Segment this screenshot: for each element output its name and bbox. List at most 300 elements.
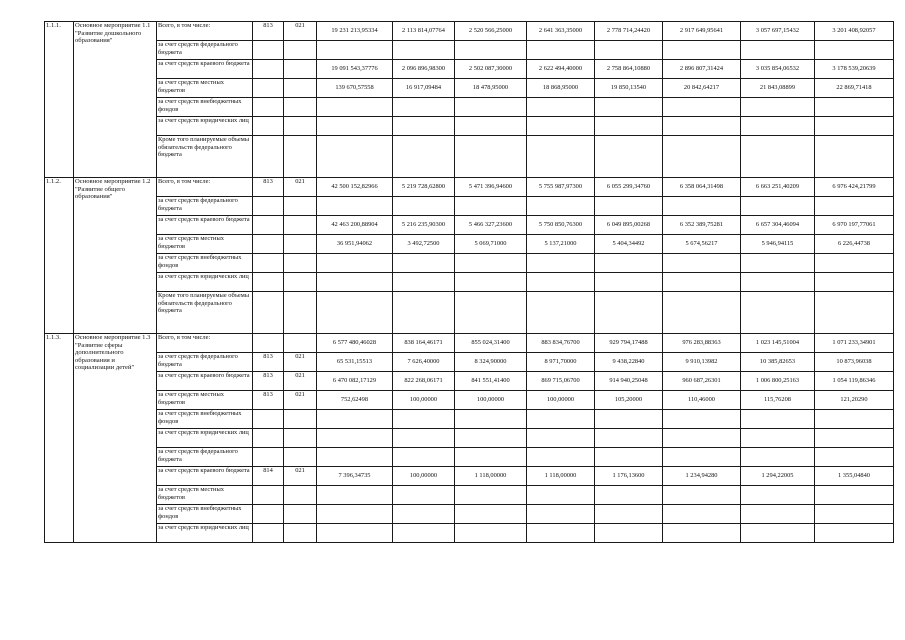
amount-cell — [663, 292, 741, 334]
grbs-code: 814 — [253, 467, 284, 486]
amount-cell — [815, 98, 894, 117]
section-code — [284, 216, 317, 235]
grbs-code: 813 — [253, 391, 284, 410]
section-code — [284, 429, 317, 448]
funding-source: за счет средств местных бюджетов — [157, 79, 253, 98]
section-code — [284, 79, 317, 98]
grbs-code: 813 — [253, 372, 284, 391]
amount-cell — [663, 410, 741, 429]
table-row — [45, 41, 894, 60]
section-name: Основное мероприятие 1.3 "Развитие сферы дополнительного образования и социализации детей" — [74, 334, 157, 543]
amount-cell: 1 294,22005 — [741, 467, 815, 486]
funding-source: за счет средств федерального бюджета — [157, 448, 253, 467]
amount-cell — [455, 524, 527, 543]
amount-cell: 5 069,71000 — [455, 235, 527, 254]
section-code — [284, 334, 317, 353]
amount-cell: 6 049 895,00268 — [595, 216, 663, 235]
amount-cell: 1 234,94280 — [663, 467, 741, 486]
amount-cell: 8 324,90000 — [455, 353, 527, 372]
amount-cell — [393, 197, 455, 216]
amount-cell: 16 917,09484 — [393, 79, 455, 98]
amount-cell: 105,20000 — [595, 391, 663, 410]
amount-cell — [527, 197, 595, 216]
amount-cell — [815, 292, 894, 334]
amount-cell — [317, 273, 393, 292]
funding-source: за счет средств федерального бюджета — [157, 353, 253, 372]
amount-cell — [317, 41, 393, 60]
amount-cell — [663, 197, 741, 216]
amount-cell — [393, 486, 455, 505]
amount-cell — [663, 41, 741, 60]
table-row — [45, 98, 894, 117]
section-code — [284, 235, 317, 254]
amount-cell — [663, 486, 741, 505]
grbs-code — [253, 273, 284, 292]
amount-cell — [527, 41, 595, 60]
amount-cell: 5 471 396,94600 — [455, 178, 527, 197]
amount-cell: 65 531,15513 — [317, 353, 393, 372]
amount-cell — [663, 98, 741, 117]
amount-cell: 19 850,13540 — [595, 79, 663, 98]
grbs-code: 813 — [253, 353, 284, 372]
amount-cell: 2 622 494,40000 — [527, 60, 595, 79]
amount-cell — [527, 292, 595, 334]
grbs-code — [253, 254, 284, 273]
amount-cell — [815, 41, 894, 60]
amount-cell — [317, 429, 393, 448]
section-code — [284, 136, 317, 178]
amount-cell: 6 976 424,21799 — [815, 178, 894, 197]
section-code: 021 — [284, 467, 317, 486]
table-row — [45, 273, 894, 292]
amount-cell — [663, 117, 741, 136]
section-code — [284, 41, 317, 60]
table-row — [45, 117, 894, 136]
amount-cell: 960 687,26301 — [663, 372, 741, 391]
amount-cell: 2 641 363,35000 — [527, 22, 595, 41]
funding-source: за счет средств местных бюджетов — [157, 235, 253, 254]
amount-cell: 855 024,31400 — [455, 334, 527, 353]
amount-cell: 2 896 807,31424 — [663, 60, 741, 79]
amount-cell — [455, 448, 527, 467]
amount-cell: 6 358 064,31498 — [663, 178, 741, 197]
amount-cell — [455, 41, 527, 60]
funding-source: Всего, в том числе: — [157, 334, 253, 353]
grbs-code: 813 — [253, 22, 284, 41]
amount-cell — [393, 524, 455, 543]
amount-cell — [663, 136, 741, 178]
amount-cell: 2 096 896,98300 — [393, 60, 455, 79]
section-code: 021 — [284, 372, 317, 391]
amount-cell: 139 670,57558 — [317, 79, 393, 98]
table-row — [45, 505, 894, 524]
amount-cell — [815, 136, 894, 178]
amount-cell — [317, 254, 393, 273]
section-code — [284, 505, 317, 524]
amount-cell — [527, 117, 595, 136]
amount-cell — [393, 41, 455, 60]
funding-source: за счет средств внебюджетных фондов — [157, 98, 253, 117]
amount-cell: 10 385,82653 — [741, 353, 815, 372]
amount-cell — [741, 505, 815, 524]
table-row — [45, 467, 894, 486]
amount-cell — [455, 429, 527, 448]
funding-source: за счет средств внебюджетных фондов — [157, 410, 253, 429]
funding-source: за счет средств местных бюджетов — [157, 486, 253, 505]
table-row — [45, 197, 894, 216]
amount-cell: 869 715,06700 — [527, 372, 595, 391]
amount-cell: 100,00000 — [393, 467, 455, 486]
amount-cell — [455, 410, 527, 429]
amount-cell: 841 551,41400 — [455, 372, 527, 391]
amount-cell: 5 404,34492 — [595, 235, 663, 254]
amount-cell — [317, 98, 393, 117]
amount-cell — [527, 524, 595, 543]
funding-source: за счет средств краевого бюджета — [157, 60, 253, 79]
amount-cell: 5 755 987,97300 — [527, 178, 595, 197]
table-row — [45, 391, 894, 410]
amount-cell — [317, 136, 393, 178]
funding-source: за счет средств местных бюджетов — [157, 391, 253, 410]
amount-cell — [393, 429, 455, 448]
amount-cell — [393, 98, 455, 117]
amount-cell — [741, 98, 815, 117]
amount-cell — [741, 117, 815, 136]
amount-cell — [393, 136, 455, 178]
amount-cell — [595, 505, 663, 524]
amount-cell — [815, 429, 894, 448]
amount-cell: 100,00000 — [455, 391, 527, 410]
amount-cell: 6 226,44738 — [815, 235, 894, 254]
grbs-code — [253, 334, 284, 353]
amount-cell — [741, 410, 815, 429]
amount-cell: 7 396,34735 — [317, 467, 393, 486]
amount-cell — [317, 524, 393, 543]
amount-cell: 914 940,25048 — [595, 372, 663, 391]
grbs-code — [253, 486, 284, 505]
amount-cell: 1 176,13600 — [595, 467, 663, 486]
amount-cell — [741, 524, 815, 543]
amount-cell: 1 118,00000 — [455, 467, 527, 486]
amount-cell: 1 023 145,51004 — [741, 334, 815, 353]
amount-cell: 42 500 152,82966 — [317, 178, 393, 197]
grbs-code — [253, 60, 284, 79]
amount-cell: 115,76208 — [741, 391, 815, 410]
amount-cell: 1 054 119,86346 — [815, 372, 894, 391]
amount-cell: 5 216 235,90300 — [393, 216, 455, 235]
amount-cell: 19 091 543,37776 — [317, 60, 393, 79]
section-code: 021 — [284, 178, 317, 197]
section-name: Основное мероприятие 1.1 "Развитие дошкольного образования" — [74, 22, 157, 178]
table-row — [45, 372, 894, 391]
grbs-code — [253, 235, 284, 254]
amount-cell — [595, 410, 663, 429]
grbs-code — [253, 524, 284, 543]
funding-source: Всего, в том числе: — [157, 178, 253, 197]
section-code — [284, 254, 317, 273]
amount-cell: 22 869,71418 — [815, 79, 894, 98]
amount-cell: 8 971,70000 — [527, 353, 595, 372]
amount-cell: 7 626,40000 — [393, 353, 455, 372]
funding-source: за счет средств краевого бюджета — [157, 467, 253, 486]
amount-cell — [595, 273, 663, 292]
amount-cell: 929 794,17488 — [595, 334, 663, 353]
amount-cell: 2 502 087,30000 — [455, 60, 527, 79]
amount-cell: 121,20290 — [815, 391, 894, 410]
amount-cell — [663, 254, 741, 273]
table-row — [45, 235, 894, 254]
amount-cell — [815, 273, 894, 292]
amount-cell: 6 577 480,46028 — [317, 334, 393, 353]
amount-cell — [815, 448, 894, 467]
funding-source: за счет средств юридических лиц — [157, 117, 253, 136]
amount-cell — [455, 273, 527, 292]
amount-cell — [741, 292, 815, 334]
funding-source: за счет средств внебюджетных фондов — [157, 254, 253, 273]
amount-cell — [455, 292, 527, 334]
amount-cell — [741, 486, 815, 505]
amount-cell: 976 283,88363 — [663, 334, 741, 353]
table-row — [45, 79, 894, 98]
amount-cell: 2 917 649,95641 — [663, 22, 741, 41]
amount-cell: 110,46000 — [663, 391, 741, 410]
funding-source: Кроме того планируемые объемы обязательств федерального бюджета — [157, 136, 253, 178]
amount-cell — [317, 117, 393, 136]
table-row — [45, 448, 894, 467]
section-code — [284, 98, 317, 117]
amount-cell — [663, 524, 741, 543]
amount-cell — [393, 117, 455, 136]
amount-cell: 10 873,96038 — [815, 353, 894, 372]
amount-cell: 9 438,22840 — [595, 353, 663, 372]
amount-cell — [815, 505, 894, 524]
amount-cell — [527, 410, 595, 429]
section-code: 021 — [284, 22, 317, 41]
amount-cell — [741, 254, 815, 273]
funding-source: за счет средств юридических лиц — [157, 429, 253, 448]
section-index: 1.1.3. — [45, 334, 74, 543]
amount-cell — [595, 524, 663, 543]
grbs-code — [253, 79, 284, 98]
amount-cell: 5 946,94115 — [741, 235, 815, 254]
grbs-code — [253, 117, 284, 136]
amount-cell: 5 750 850,76300 — [527, 216, 595, 235]
table-row — [45, 524, 894, 543]
amount-cell — [741, 273, 815, 292]
amount-cell: 1 118,00000 — [527, 467, 595, 486]
funding-source: за счет средств краевого бюджета — [157, 372, 253, 391]
amount-cell — [527, 254, 595, 273]
amount-cell — [527, 486, 595, 505]
grbs-code — [253, 292, 284, 334]
section-code — [284, 448, 317, 467]
amount-cell — [741, 41, 815, 60]
funding-source: за счет средств юридических лиц — [157, 273, 253, 292]
amount-cell: 9 910,13982 — [663, 353, 741, 372]
amount-cell — [527, 98, 595, 117]
amount-cell: 822 268,06171 — [393, 372, 455, 391]
amount-cell — [741, 197, 815, 216]
amount-cell: 2 758 864,10880 — [595, 60, 663, 79]
amount-cell — [393, 292, 455, 334]
section-code — [284, 60, 317, 79]
section-code — [284, 486, 317, 505]
amount-cell — [595, 136, 663, 178]
amount-cell: 3 492,72500 — [393, 235, 455, 254]
amount-cell: 2 778 714,24420 — [595, 22, 663, 41]
amount-cell — [741, 448, 815, 467]
amount-cell — [595, 117, 663, 136]
amount-cell — [663, 429, 741, 448]
amount-cell — [317, 505, 393, 524]
amount-cell: 6 663 251,40209 — [741, 178, 815, 197]
section-code — [284, 197, 317, 216]
amount-cell — [455, 197, 527, 216]
amount-cell: 19 231 213,95334 — [317, 22, 393, 41]
amount-cell: 5 674,56217 — [663, 235, 741, 254]
amount-cell: 3 035 854,06532 — [741, 60, 815, 79]
amount-cell: 752,62498 — [317, 391, 393, 410]
table-row — [45, 216, 894, 235]
amount-cell: 3 057 697,15432 — [741, 22, 815, 41]
amount-cell — [663, 505, 741, 524]
amount-cell: 1 006 800,25163 — [741, 372, 815, 391]
amount-cell — [317, 486, 393, 505]
amount-cell — [455, 505, 527, 524]
section-code: 021 — [284, 353, 317, 372]
section-index: 1.1.2. — [45, 178, 74, 334]
amount-cell — [595, 41, 663, 60]
amount-cell — [527, 136, 595, 178]
amount-cell: 3 178 539,20639 — [815, 60, 894, 79]
amount-cell: 6 970 197,77061 — [815, 216, 894, 235]
table-row — [45, 334, 894, 353]
amount-cell — [393, 254, 455, 273]
funding-source: Кроме того планируемые объемы обязательств федерального бюджета — [157, 292, 253, 334]
amount-cell — [393, 410, 455, 429]
amount-cell: 3 201 408,92057 — [815, 22, 894, 41]
amount-cell: 883 834,76700 — [527, 334, 595, 353]
amount-cell — [663, 448, 741, 467]
amount-cell: 100,00000 — [527, 391, 595, 410]
amount-cell — [527, 505, 595, 524]
amount-cell — [527, 429, 595, 448]
section-code — [284, 524, 317, 543]
amount-cell: 42 463 200,88904 — [317, 216, 393, 235]
amount-cell — [317, 410, 393, 429]
funding-source: Всего, в том числе: — [157, 22, 253, 41]
amount-cell — [815, 524, 894, 543]
amount-cell: 6 657 304,46094 — [741, 216, 815, 235]
amount-cell: 5 466 327,23600 — [455, 216, 527, 235]
table-row — [45, 178, 894, 197]
funding-source: за счет средств федерального бюджета — [157, 197, 253, 216]
amount-cell — [595, 197, 663, 216]
table-row — [45, 410, 894, 429]
grbs-code — [253, 505, 284, 524]
amount-cell — [393, 448, 455, 467]
amount-cell — [815, 117, 894, 136]
amount-cell: 5 137,21000 — [527, 235, 595, 254]
amount-cell — [455, 98, 527, 117]
amount-cell — [815, 197, 894, 216]
grbs-code — [253, 216, 284, 235]
section-code — [284, 273, 317, 292]
table-row — [45, 60, 894, 79]
amount-cell — [741, 429, 815, 448]
section-name: Основное мероприятие 1.2 "Развитие общего образования" — [74, 178, 157, 334]
amount-cell — [815, 254, 894, 273]
amount-cell — [663, 273, 741, 292]
amount-cell — [815, 486, 894, 505]
section-code — [284, 410, 317, 429]
budget-document-page — [44, 21, 894, 543]
amount-cell — [317, 448, 393, 467]
amount-cell — [815, 410, 894, 429]
amount-cell — [393, 273, 455, 292]
table-row — [45, 22, 894, 41]
amount-cell: 5 219 728,62800 — [393, 178, 455, 197]
section-index: 1.1.1. — [45, 22, 74, 178]
table-row — [45, 254, 894, 273]
amount-cell: 6 470 082,17129 — [317, 372, 393, 391]
funding-source: за счет средств юридических лиц — [157, 524, 253, 543]
grbs-code — [253, 136, 284, 178]
amount-cell — [455, 117, 527, 136]
amount-cell — [741, 136, 815, 178]
amount-cell — [595, 98, 663, 117]
amount-cell — [317, 292, 393, 334]
funding-source: за счет средств краевого бюджета — [157, 216, 253, 235]
amount-cell — [595, 486, 663, 505]
section-code: 021 — [284, 391, 317, 410]
table-row — [45, 292, 894, 334]
grbs-code — [253, 448, 284, 467]
section-code — [284, 292, 317, 334]
grbs-code — [253, 98, 284, 117]
grbs-code — [253, 197, 284, 216]
grbs-code — [253, 429, 284, 448]
budget-table-body — [45, 22, 894, 543]
amount-cell — [455, 486, 527, 505]
amount-cell: 6 055 299,34760 — [595, 178, 663, 197]
funding-source: за счет средств федерального бюджета — [157, 41, 253, 60]
grbs-code: 813 — [253, 178, 284, 197]
table-row — [45, 486, 894, 505]
amount-cell — [527, 273, 595, 292]
amount-cell — [595, 448, 663, 467]
amount-cell: 18 868,95000 — [527, 79, 595, 98]
grbs-code — [253, 410, 284, 429]
amount-cell: 36 951,94062 — [317, 235, 393, 254]
amount-cell — [595, 254, 663, 273]
amount-cell — [317, 197, 393, 216]
amount-cell: 6 352 389,75281 — [663, 216, 741, 235]
amount-cell: 21 843,08899 — [741, 79, 815, 98]
table-row — [45, 353, 894, 372]
amount-cell: 2 113 814,07764 — [393, 22, 455, 41]
budget-table — [44, 21, 894, 543]
amount-cell — [393, 505, 455, 524]
grbs-code — [253, 41, 284, 60]
table-row — [45, 136, 894, 178]
amount-cell: 100,00000 — [393, 391, 455, 410]
amount-cell: 1 071 233,34901 — [815, 334, 894, 353]
amount-cell — [595, 429, 663, 448]
amount-cell — [527, 448, 595, 467]
amount-cell: 18 478,95000 — [455, 79, 527, 98]
amount-cell — [455, 254, 527, 273]
